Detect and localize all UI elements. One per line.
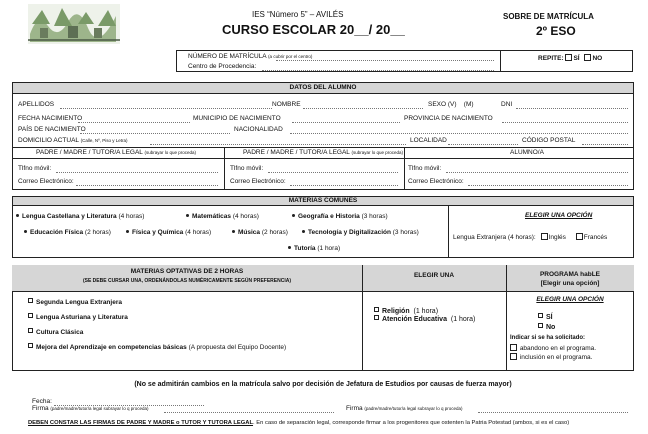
optional-subject-3: Cultura Clásica xyxy=(28,328,83,337)
program-choose-title: ELEGIR UNA OPCIÓN xyxy=(536,296,604,303)
optional-subject-3-box[interactable] xyxy=(28,328,33,333)
english-checkbox[interactable] xyxy=(541,233,548,240)
common-subject-8: Tutoría (1 hora) xyxy=(288,245,340,253)
birth-municipality-field[interactable] xyxy=(292,122,400,123)
guardian2-header: PADRE / MADRE / TUTOR/A LEGAL (subrayar lo que proceda) xyxy=(243,149,404,156)
school-logo xyxy=(28,4,120,44)
signature1-label: Firma (padre/madre/tutor/a legal subrayar lo q proceda) xyxy=(32,405,149,412)
signature2-label: Firma (padre/madre/tutor/a legal subrayar lo q proceda) xyxy=(346,405,463,412)
bottom-note: DEBEN CONSTAR LAS FIRMAS DE PADRE Y MADRE o TUTOR Y TUTORA LEGAL. En caso de separación legal, corresponde firmar a los progenitores que ostenten la Patria Potestad (ambos, si es el caso) xyxy=(28,420,570,426)
signature2-field[interactable] xyxy=(478,412,628,413)
program-no-option: No xyxy=(538,323,555,332)
program-subtitle: [Elegir una opción] xyxy=(540,280,600,287)
common-subject-1: Lengua Castellana y Literatura (4 horas) xyxy=(16,213,144,221)
guardian1-email-field[interactable] xyxy=(76,185,218,186)
choose-one-title: ELEGIR UNA xyxy=(413,272,455,279)
education-attention-box[interactable] xyxy=(374,315,379,320)
student-mobile-label: Tlfno móvil: xyxy=(408,165,442,172)
common-subjects-title: MATERIAS COMUNES xyxy=(12,196,634,206)
guardian2-mobile-label: Tlfno móvil: xyxy=(230,165,264,172)
nationality-field[interactable] xyxy=(290,133,628,134)
dropout-checkbox[interactable] xyxy=(510,344,517,351)
optional-subject-4-box[interactable] xyxy=(28,343,33,348)
student-email-field[interactable] xyxy=(468,185,628,186)
surnames-field[interactable] xyxy=(60,108,272,109)
repeats-yes-checkbox[interactable] xyxy=(565,54,572,61)
grade: 2º ESO xyxy=(536,24,576,38)
name-label: NOMBRE xyxy=(272,101,301,108)
birth-municipality-label: MUNICIPIO DE NACIMIENTO xyxy=(193,115,281,122)
guardian2-mobile-field[interactable] xyxy=(268,172,398,173)
common-choose-title: ELEGIR UNA OPCIÓN xyxy=(525,212,593,219)
postal-code-label: CÓDIGO POSTAL xyxy=(522,137,576,144)
locality-label: LOCALIDAD xyxy=(410,137,447,144)
address-label: DOMICILIO ACTUAL (Calle, Nº, Piso y Letra) xyxy=(18,137,128,144)
common-subject-7: Tecnología y Digitalización (3 horas) xyxy=(302,229,419,237)
origin-school-label: Centro de Procedencia: xyxy=(188,63,257,70)
common-subject-2: Matemáticas (4 horas) xyxy=(186,213,259,221)
common-subject-5: Física y Química (4 horas) xyxy=(126,229,211,237)
optional-subjects-title: MATERIAS OPTATIVAS DE 2 HORAS xyxy=(130,268,244,275)
student-mobile-field[interactable] xyxy=(446,172,628,173)
enrolment-number-field[interactable] xyxy=(276,60,494,61)
date-label: Fecha: xyxy=(32,398,52,405)
program-no-box[interactable] xyxy=(538,323,543,328)
program-title: PROGRAMA habLE xyxy=(539,271,601,278)
envelope-title: SOBRE DE MATRÍCULA xyxy=(503,12,594,21)
birth-country-label: PAÍS DE NACIMIENTO xyxy=(18,126,86,133)
inclusion-checkbox[interactable] xyxy=(510,353,517,360)
optional-subject-4: Mejora del Aprendizaje en competencias básicas (A propuesta del Equipo Docente) xyxy=(28,343,286,352)
repeats-group: REPITE: SÍ NO xyxy=(538,55,603,62)
postal-code-field[interactable] xyxy=(582,144,628,145)
foreign-language-option: Lengua Extranjera (4 horas): Inglés Francés xyxy=(453,234,608,241)
optional-subject-2: Lengua Asturiana y Literatura xyxy=(28,313,128,322)
origin-school-field[interactable] xyxy=(262,70,494,71)
dni-label: DNI xyxy=(501,101,513,108)
religion-option: Religión (1 hora) xyxy=(374,307,438,316)
name-field[interactable] xyxy=(303,108,423,109)
repeats-no-checkbox[interactable] xyxy=(584,54,591,61)
optional-subjects-note: (SE DEBE CURSAR UNA, ORDENÁNDOLAS NUMÉRICAMENTE SEGÚN PREFERENCIA) xyxy=(82,278,292,284)
education-attention-option: Atención Educativa (1 hora) xyxy=(374,315,475,324)
french-checkbox[interactable] xyxy=(576,233,583,240)
enrolment-number-label: NÚMERO DE MATRÍCULA (a cubrir por el centro) xyxy=(188,53,313,60)
guardian2-email-label: Correo Electrónico: xyxy=(230,178,286,185)
student-section-title: DATOS DEL ALUMNO xyxy=(12,82,634,94)
common-subject-6: Música (2 horas) xyxy=(232,229,288,237)
address-field[interactable] xyxy=(150,144,406,145)
birth-date-label: FECHA NACIMIENTO xyxy=(18,115,83,122)
birth-province-label: PROVINCIA DE NACIMIENTO xyxy=(404,115,493,122)
optional-subject-1-box[interactable] xyxy=(28,298,33,303)
dropout-option: abandono en el programa. xyxy=(510,344,596,353)
guardian1-mobile-label: Tlfno móvil: xyxy=(18,165,52,172)
guardian1-mobile-field[interactable] xyxy=(56,172,218,173)
course-year: CURSO ESCOLAR 20__/ 20__ xyxy=(222,22,405,37)
requested-label: Indicar si se ha solicitado: xyxy=(510,335,586,341)
student-email-label: Correo Electrónico: xyxy=(408,178,464,185)
school-name: IES “Número 5” – AVILÉS xyxy=(252,10,344,19)
birth-country-field[interactable] xyxy=(80,133,230,134)
student-section xyxy=(12,82,634,190)
inclusion-option: inclusión en el programa. xyxy=(510,353,592,362)
logo-drawing xyxy=(28,4,120,44)
guardian2-email-field[interactable] xyxy=(290,185,398,186)
changes-notice: (No se admitirán cambios en la matrícula salvo por decisión de Jefatura de Estudios por causas de fuerza mayor) xyxy=(134,381,512,388)
common-subject-4: Educación Física (2 horas) xyxy=(24,229,111,237)
birth-province-field[interactable] xyxy=(502,122,628,123)
religion-box[interactable] xyxy=(374,307,379,312)
student-column-header: ALUMNO/A xyxy=(510,149,544,156)
program-yes-box[interactable] xyxy=(538,313,543,318)
program-yes-option: SÍ xyxy=(538,313,553,322)
birth-date-field[interactable] xyxy=(78,122,190,123)
optional-subject-2-box[interactable] xyxy=(28,313,33,318)
surnames-label: APELLIDOS xyxy=(18,101,55,108)
signature1-field[interactable] xyxy=(164,412,334,413)
dni-field[interactable] xyxy=(516,108,628,109)
guardian1-email-label: Correo Electrónico: xyxy=(18,178,74,185)
common-subject-3: Geografía e Historia (3 horas) xyxy=(292,213,388,221)
locality-field[interactable] xyxy=(448,144,518,145)
guardian1-header: PADRE / MADRE / TUTOR/A LEGAL (subrayar lo que proceda) xyxy=(36,149,197,156)
optional-subject-1: Segunda Lengua Extranjera xyxy=(28,298,122,307)
nationality-label: NACIONALIDAD xyxy=(234,126,283,133)
sex-label: SEXO (V) (M) xyxy=(428,101,474,108)
